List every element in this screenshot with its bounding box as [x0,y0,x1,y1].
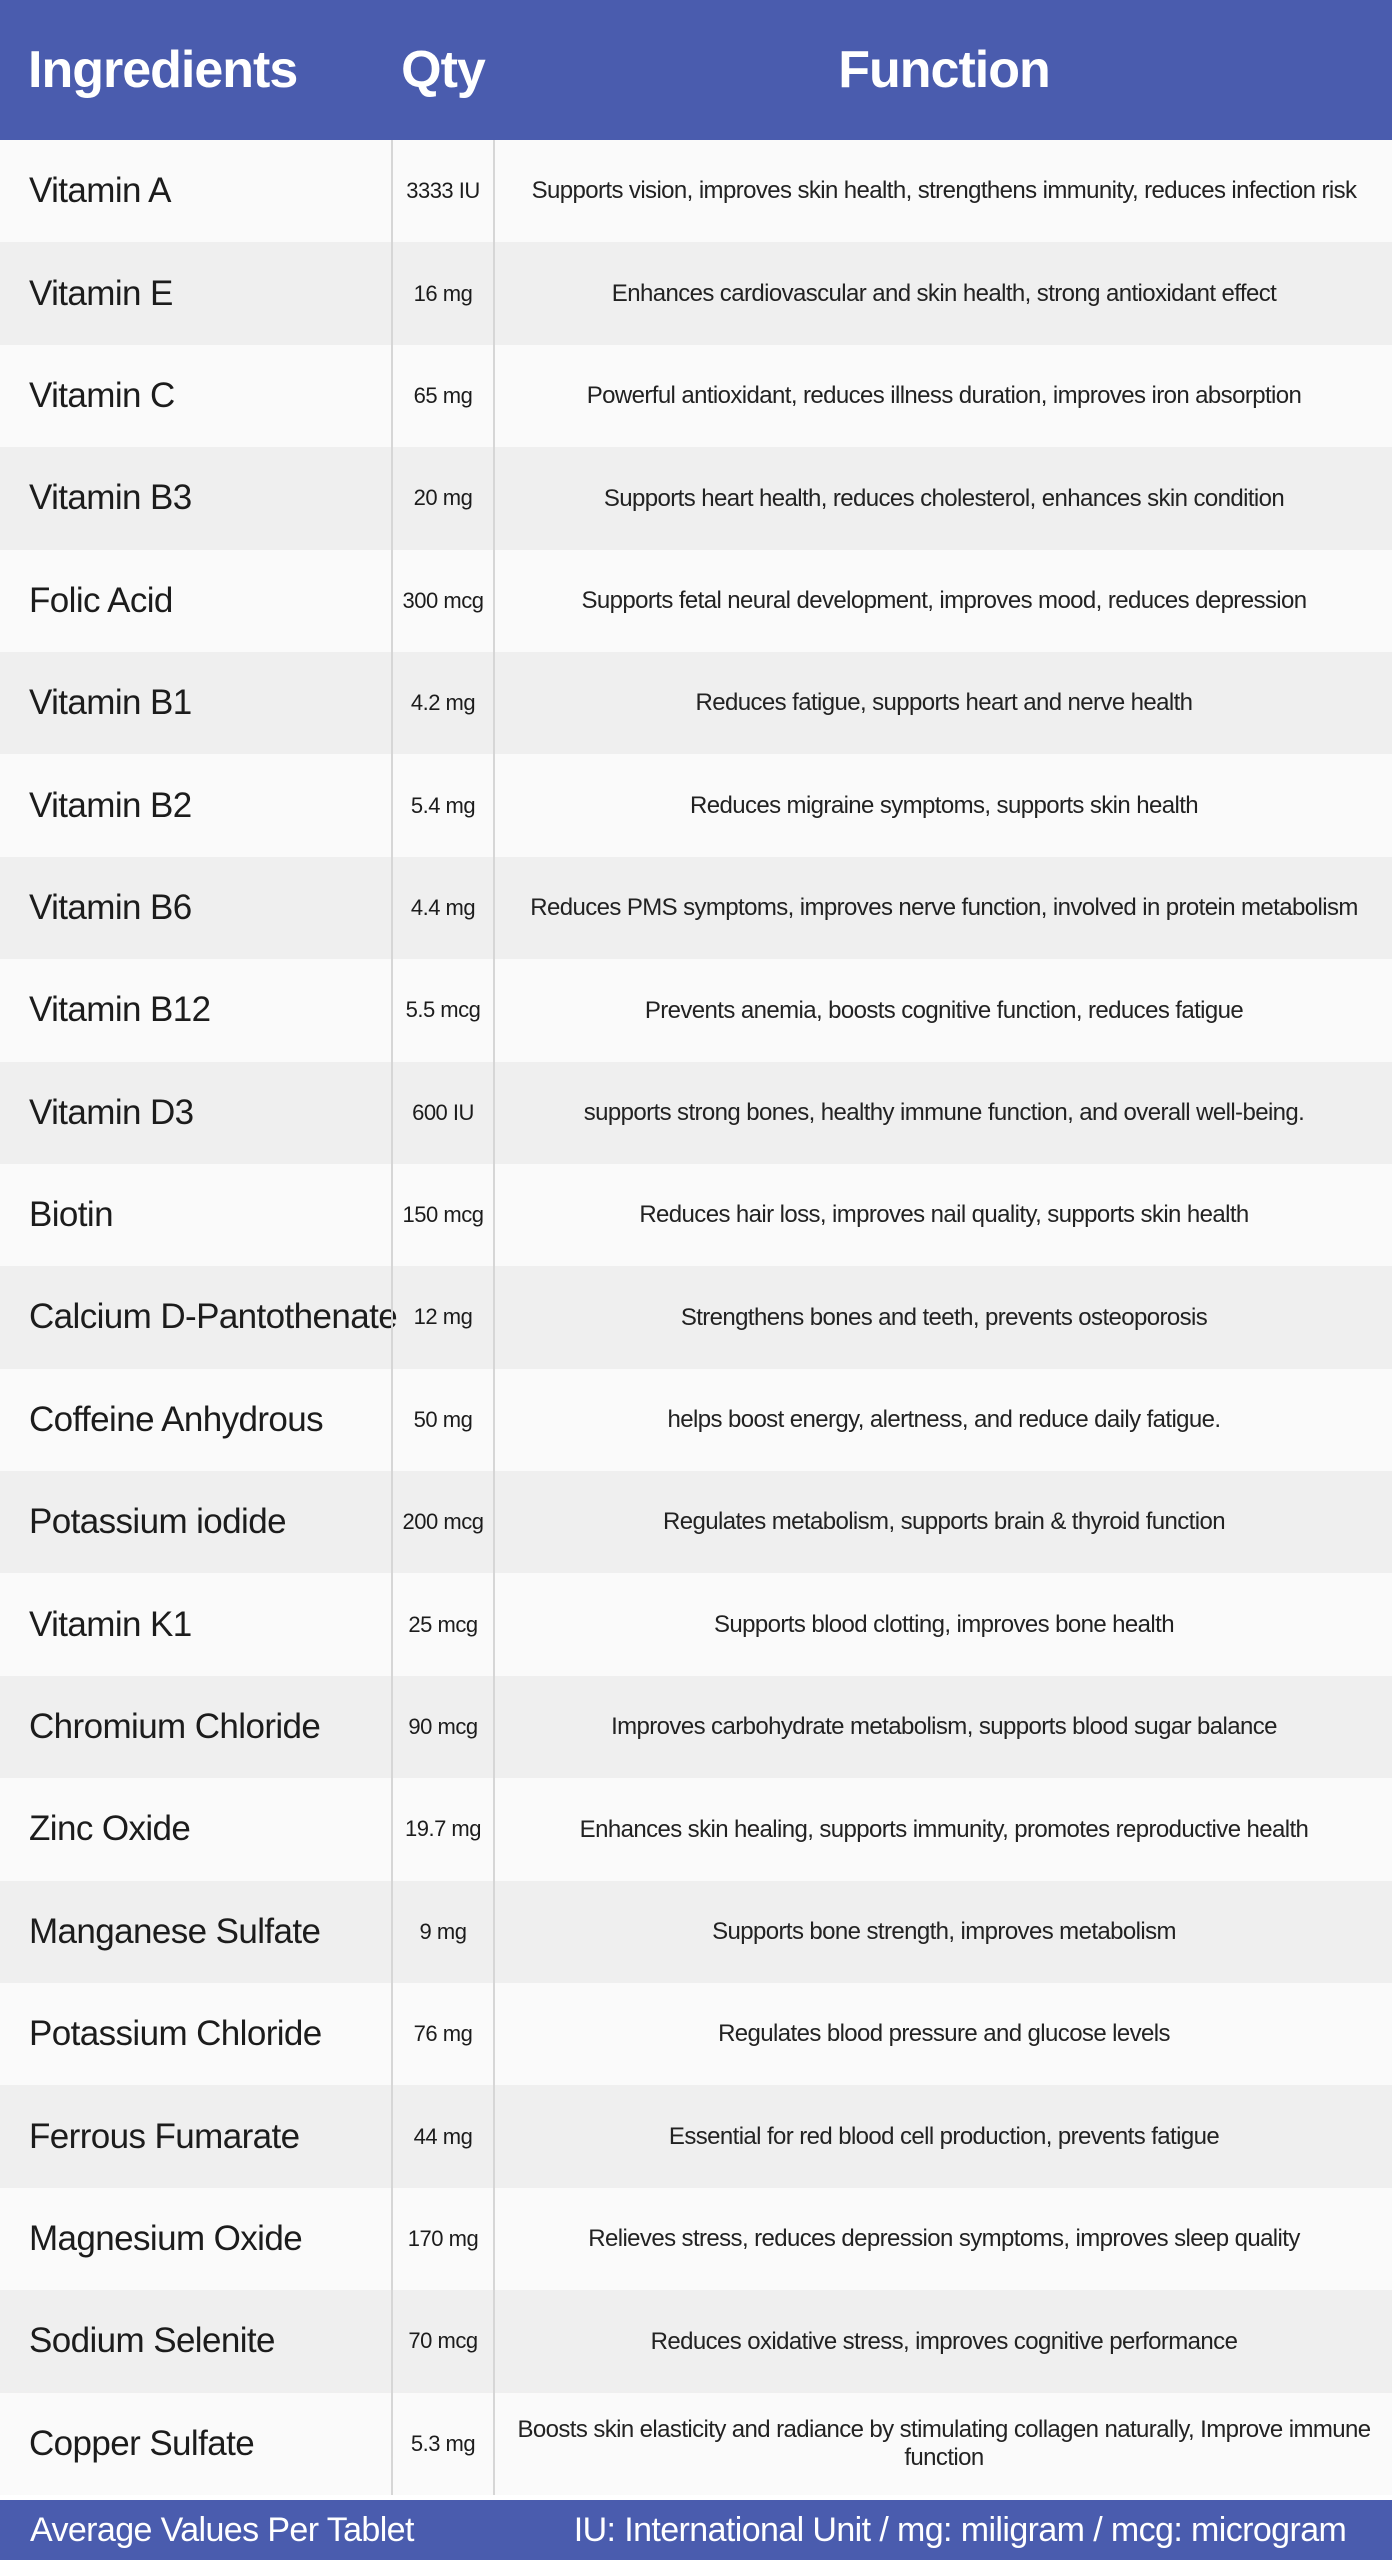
ingredient-qty: 5.4 mg [391,754,495,856]
ingredient-function: Powerful antioxidant, reduces illness duration, improves iron absorption [586,382,1302,410]
ingredient-function: Regulates metabolism, supports brain & thyroid function [663,1508,1225,1536]
ingredient-qty: 76 mg [391,1983,495,2085]
ingredient-name: Vitamin A [29,171,171,211]
ingredient-name: Vitamin B2 [29,785,192,825]
ingredient-function: Enhances skin healing, supports immunity, promotes reproductive health [579,1815,1309,1843]
ingredient-name: Vitamin D3 [29,1092,194,1132]
table-header [0,0,1392,140]
table-row [0,1471,1392,1573]
table-row [0,857,1392,959]
ingredient-name: Potassium Chloride [29,2014,322,2054]
ingredient-name: Magnesium Oxide [29,2219,303,2258]
ingredient-name: Biotin [29,1195,113,1235]
table-row [0,1266,1392,1368]
ingredient-function: Essential for red blood cell production, prevents fatigue [668,2122,1220,2150]
ingredient-name: Vitamin B3 [29,478,192,518]
ingredient-function: Reduces hair loss, improves nail quality, supports skin health [639,1201,1249,1229]
ingredient-qty: 90 mcg [391,1676,495,1778]
header-qty: Qty [401,41,485,99]
table-row [0,959,1392,1061]
table-row [0,242,1392,344]
table-row [0,1881,1392,1983]
ingredient-name: Vitamin B1 [29,683,192,723]
table-body [0,140,1392,2495]
table-row [0,1369,1392,1471]
ingredient-name: Sodium Selenite [29,2321,275,2361]
ingredient-name: Calcium D-Pantothenate [29,1297,398,1337]
ingredient-qty: 300 mcg [391,550,495,652]
ingredient-function: Supports blood clotting, improves bone health [714,1610,1174,1638]
ingredient-qty: 19.7 mg [391,1778,495,1880]
ingredient-function: Regulates blood pressure and glucose levels [718,2020,1170,2048]
ingredient-function: Reduces PMS symptoms, improves nerve function, involved in protein metabolism [530,894,1358,922]
ingredient-function: Supports bone strength, improves metabolism [712,1918,1176,1946]
table-row [0,2290,1392,2392]
ingredient-qty: 150 mcg [391,1164,495,1266]
ingredient-qty: 16 mg [391,242,495,344]
ingredient-name: Copper Sulfate [29,2423,255,2463]
ingredient-function: Prevents anemia, boosts cognitive function, reduces fatigue [644,996,1244,1024]
footer-units-legend: IU: International Unit / mg: miligram / mcg: microgram [573,2510,1347,2549]
ingredient-name: Potassium iodide [29,1502,286,1542]
ingredient-qty: 4.2 mg [391,652,495,754]
header-ingredients: Ingredients [28,41,298,99]
ingredient-qty: 5.5 mcg [391,959,495,1061]
table-row [0,1062,1392,1164]
table-row [0,550,1392,652]
ingredient-function: Supports fetal neural development, improves mood, reduces depression [581,586,1307,614]
table-footer [0,2500,1392,2560]
table-row [0,652,1392,754]
ingredient-function: Enhances cardiovascular and skin health, strong antioxidant effect [611,279,1277,307]
ingredient-qty: 25 mcg [391,1573,495,1675]
ingredient-name: Zinc Oxide [29,1809,191,1849]
ingredient-qty: 50 mg [391,1369,495,1471]
ingredient-qty: 12 mg [391,1266,495,1368]
ingredient-function: Supports vision, improves skin health, strengthens immunity, reduces infection risk [531,177,1357,205]
table-row [0,447,1392,549]
table-row [0,2188,1392,2290]
ingredient-function: Supports heart health, reduces cholesterol, enhances skin condition [603,484,1285,512]
ingredient-name: Vitamin B6 [29,887,192,927]
ingredient-name: Coffeine Anhydrous [29,1399,324,1439]
header-function: Function [838,41,1050,99]
ingredient-name: Vitamin E [29,273,173,313]
table-row [0,1164,1392,1266]
ingredient-name: Chromium Chloride [29,1707,321,1747]
ingredient-function: Improves carbohydrate metabolism, supports blood sugar balance [611,1713,1277,1741]
ingredient-qty: 600 IU [391,1062,495,1164]
ingredient-function: Reduces fatigue, supports heart and nerve health [695,689,1193,717]
footer-note: Average Values Per Tablet [30,2510,414,2549]
ingredient-qty: 65 mg [391,345,495,447]
ingredient-qty: 4.4 mg [391,857,495,959]
table-row [0,140,1392,242]
ingredient-qty: 20 mg [391,447,495,549]
table-row [0,2085,1392,2187]
ingredient-qty: 200 mcg [391,1471,495,1573]
ingredient-function: Reduces migraine symptoms, supports skin health [689,791,1199,819]
table-row [0,1676,1392,1778]
table-row [0,345,1392,447]
ingredient-qty: 170 mg [391,2188,495,2290]
ingredient-qty: 3333 IU [391,140,495,242]
ingredient-name: Folic Acid [29,580,173,620]
table-row [0,1778,1392,1880]
table-row [0,2393,1392,2495]
ingredient-name: Vitamin C [29,375,175,415]
ingredient-function: Strengthens bones and teeth, prevents osteoporosis [680,1303,1208,1331]
table-row [0,1573,1392,1675]
ingredient-name: Vitamin K1 [29,1604,192,1644]
ingredient-name: Vitamin B12 [29,990,211,1030]
ingredient-qty: 9 mg [391,1881,495,1983]
ingredient-function: Boosts skin elasticity and radiance by stimulating collagen naturally, Improve immune function [517,2416,1371,2471]
table-row [0,1983,1392,2085]
table-row [0,754,1392,856]
ingredient-function: helps boost energy, alertness, and reduce daily fatigue. [667,1406,1221,1434]
ingredient-qty: 70 mcg [391,2290,495,2392]
ingredient-function: Relieves stress, reduces depression symptoms, improves sleep quality [588,2225,1300,2253]
ingredient-qty: 44 mg [391,2085,495,2187]
ingredient-qty: 5.3 mg [391,2393,495,2495]
ingredient-function: supports strong bones, healthy immune function, and overall well-being. [583,1098,1305,1126]
ingredient-name: Manganese Sulfate [29,1911,321,1951]
ingredient-name: Ferrous Fumarate [29,2116,300,2156]
ingredient-function: Reduces oxidative stress, improves cognitive performance [650,2327,1238,2355]
